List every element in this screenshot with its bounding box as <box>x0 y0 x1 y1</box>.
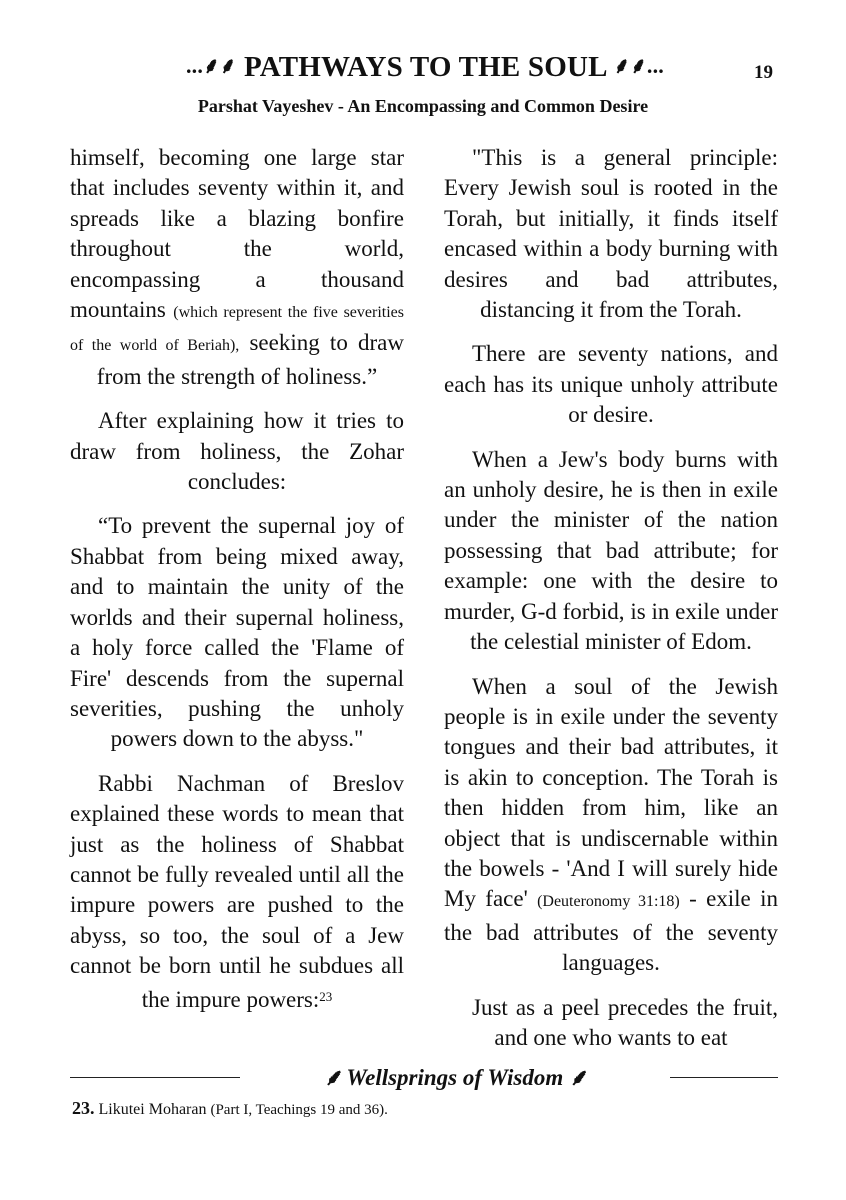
book-title-text: PATHWAYS TO THE SOUL <box>243 51 607 83</box>
footnote-reference[interactable]: 23 <box>319 988 333 1004</box>
footnote-text: Likutei Moharan <box>98 1101 207 1118</box>
footer-rule-label: ⸙ Wellsprings of Wisdom ⸙ <box>240 1060 670 1092</box>
left-p1-text-b: seeking to draw from the strength of holiness.” <box>96 330 404 389</box>
footnote-23 <box>72 1098 388 1119</box>
right-paragraph-2: There are seventy nations, and each has its unique unholy attribute or desire. <box>444 341 778 428</box>
right-p4-text-a: When a soul of the Jewish people is in exile under the seventy tongues and their bad attributes, it is akin to conception. The Torah is then hidden from him, like an object that is undiscernable within the bowels - 'And I will surely hide My face' <box>444 673 778 912</box>
left-paragraph-3: “To prevent the supernal joy of Shabbat from being mixed away, and to maintain the unity of the worlds and their supernal holiness, a holy force called the 'Flame of Fire' descends from the supernal severities, pushing the unholy powers down to the abyss." <box>70 513 404 752</box>
chapter-subtitle: Parshat Vayeshev - An Encompassing and Common Desire <box>197 96 649 116</box>
left-column <box>70 143 404 1029</box>
page-number: 19 <box>754 62 773 83</box>
left-ornament-icon: ...⸙⸙ <box>185 53 237 78</box>
footnote-number: 23. <box>72 1098 95 1118</box>
right-paragraph-5: Just as a peel precedes the fruit, and one who wants to eat <box>472 994 778 1050</box>
left-p1-text-a: himself, becoming one large star that includes seventy within it, and spreads like a blazing bonfire throughout the world, encompassing a thousand mountains <box>70 145 404 323</box>
right-paragraph-1: "This is a general principle: Every Jewish soul is rooted in the Torah, but initially, it finds itself encased within a body burning with desires and bad attributes, distancing it from the Torah. <box>444 145 778 323</box>
running-header <box>0 46 846 90</box>
left-paragraph-4 <box>70 769 404 1015</box>
footer-divider <box>70 1060 778 1092</box>
right-p4-text-b: - exile in the bad attributes of the seventy languages. <box>444 886 778 976</box>
left-paragraph-1 <box>70 143 404 392</box>
footnote-detail: (Part I, Teachings 19 and 36). <box>210 1102 388 1118</box>
left-paragraph-2: After explaining how it tries to draw from holiness, the Zohar concludes: <box>70 408 404 495</box>
left-p1-parenthetical: (which represent the five severities of the world of Beriah), <box>70 304 404 355</box>
right-paragraph-3: When a Jew's body burns with an unholy desire, he is then in exile under the minister of the nation possessing that bad attribute; for example: one with the desire to murder, G-d forbid, is in exile under the celestial minister of Edom. <box>444 446 778 655</box>
right-column <box>444 143 778 1067</box>
right-paragraph-4 <box>444 672 778 979</box>
book-title <box>130 50 720 84</box>
right-ornament-icon: ⸙⸙... <box>613 53 665 78</box>
left-p4-text: Rabbi Nachman of Breslov explained these words to mean that just as the holiness of Shabbat cannot be fully revealed until all the impure powers are pushed to the abyss, so too, the soul of a Jew cannot be born until he subdues all the impure powers: <box>70 770 404 1012</box>
right-p4-citation: (Deuteronomy 31:18) <box>537 893 680 911</box>
